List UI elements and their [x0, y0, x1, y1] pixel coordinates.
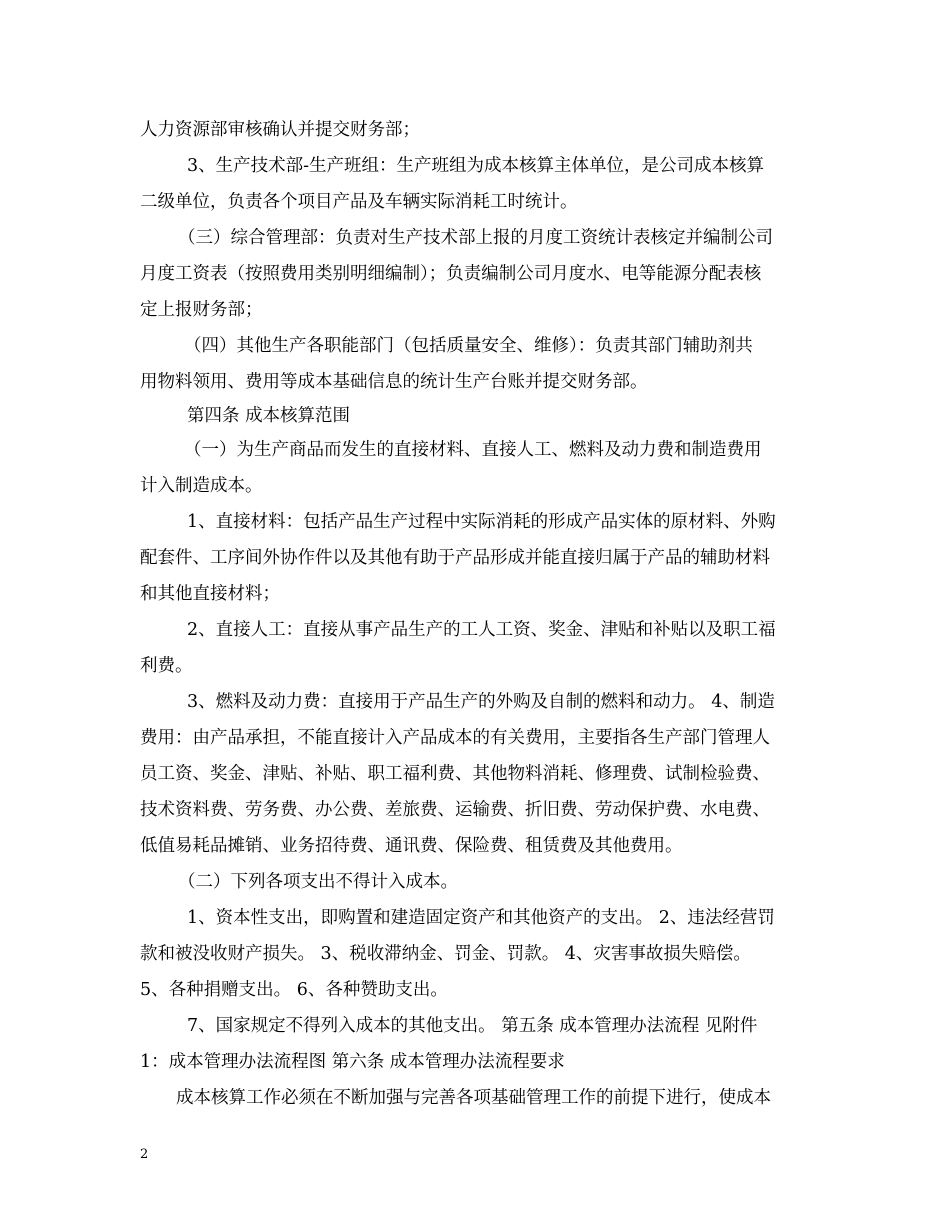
- text-line: 低值易耗品摊销、业务招待费、通讯费、保险费、租赁费及其他费用。: [140, 836, 683, 856]
- text-line: 款和被没收财产损失。 3、税收滞纳金、罚金、罚款。 4、灾害事故损失赔偿。: [140, 944, 751, 964]
- text-line: （一）为生产商品而发生的直接材料、直接人工、燃料及动力费和制造费用: [184, 440, 762, 460]
- text-line: （二）下列各项支出不得计入成本。: [178, 872, 458, 892]
- text-line: 3、燃料及动力费：直接用于产品生产的外购及自制的燃料和动力。 4、制造: [187, 692, 775, 712]
- text-line: 月度工资表（按照费用类别明细编制）；负责编制公司月度水、电等能源分配表核: [140, 264, 762, 284]
- text-line: 员工资、奖金、津贴、补贴、职工福利费、其他物料消耗、修理费、试制检验费、: [140, 764, 770, 784]
- text-line: 7、国家规定不得列入成本的其他支出。 第五条 成本管理办法流程 见附件: [187, 1016, 758, 1036]
- text-line: （四）其他生产各职能部门（包括质量安全、维修）：负责其部门辅助剂共: [184, 336, 753, 356]
- text-line: 1：成本管理办法流程图 第六条 成本管理办法流程要求: [140, 1052, 565, 1072]
- text-line: 5、各种捐赠支出。 6、各种赞助支出。: [140, 980, 448, 1000]
- text-line: 利费。: [140, 656, 193, 676]
- page-number: 2: [140, 1147, 149, 1162]
- text-line: 二级单位，负责各个项目产品及车辆实际消耗工时统计。: [140, 192, 578, 212]
- text-line: 人力资源部审核确认并提交财务部；: [140, 120, 420, 140]
- text-line: 用物料领用、费用等成本基础信息的统计生产台账并提交财务部。: [140, 372, 648, 392]
- text-line: 1、直接材料：包括产品生产过程中实际消耗的形成产品实体的原材料、外购: [187, 512, 776, 532]
- text-line: 定上报财务部；: [140, 300, 263, 320]
- text-line: 计入制造成本。: [140, 476, 263, 496]
- text-line: 和其他直接材料；: [140, 584, 280, 604]
- text-line: 技术资料费、劳务费、办公费、差旅费、运输费、折旧费、劳动保护费、水电费、: [140, 800, 770, 820]
- text-line: 配套件、工序间外协作件以及其他有助于产品形成并能直接归属于产品的辅助材料: [140, 548, 770, 568]
- text-line: 成本核算工作必须在不断加强与完善各项基础管理工作的前提下进行，使成本: [176, 1088, 771, 1108]
- text-line: 1、资本性支出，即购置和建造固定资产和其他资产的支出。 2、违法经营罚: [187, 908, 775, 928]
- section-heading: 第四条 成本核算范围: [187, 406, 351, 426]
- text-line: 费用：由产品承担，不能直接计入产品成本的有关费用，主要指各生产部门管理人: [140, 728, 770, 748]
- text-line: （三）综合管理部：负责对生产技术部上报的月度工资统计表核定并编制公司: [178, 228, 773, 248]
- text-line: 3、生产技术部-生产班组：生产班组为成本核算主体单位，是公司成本核算: [187, 156, 765, 176]
- text-line: 2、直接人工：直接从事产品生产的工人工资、奖金、津贴和补贴以及职工福: [187, 620, 776, 640]
